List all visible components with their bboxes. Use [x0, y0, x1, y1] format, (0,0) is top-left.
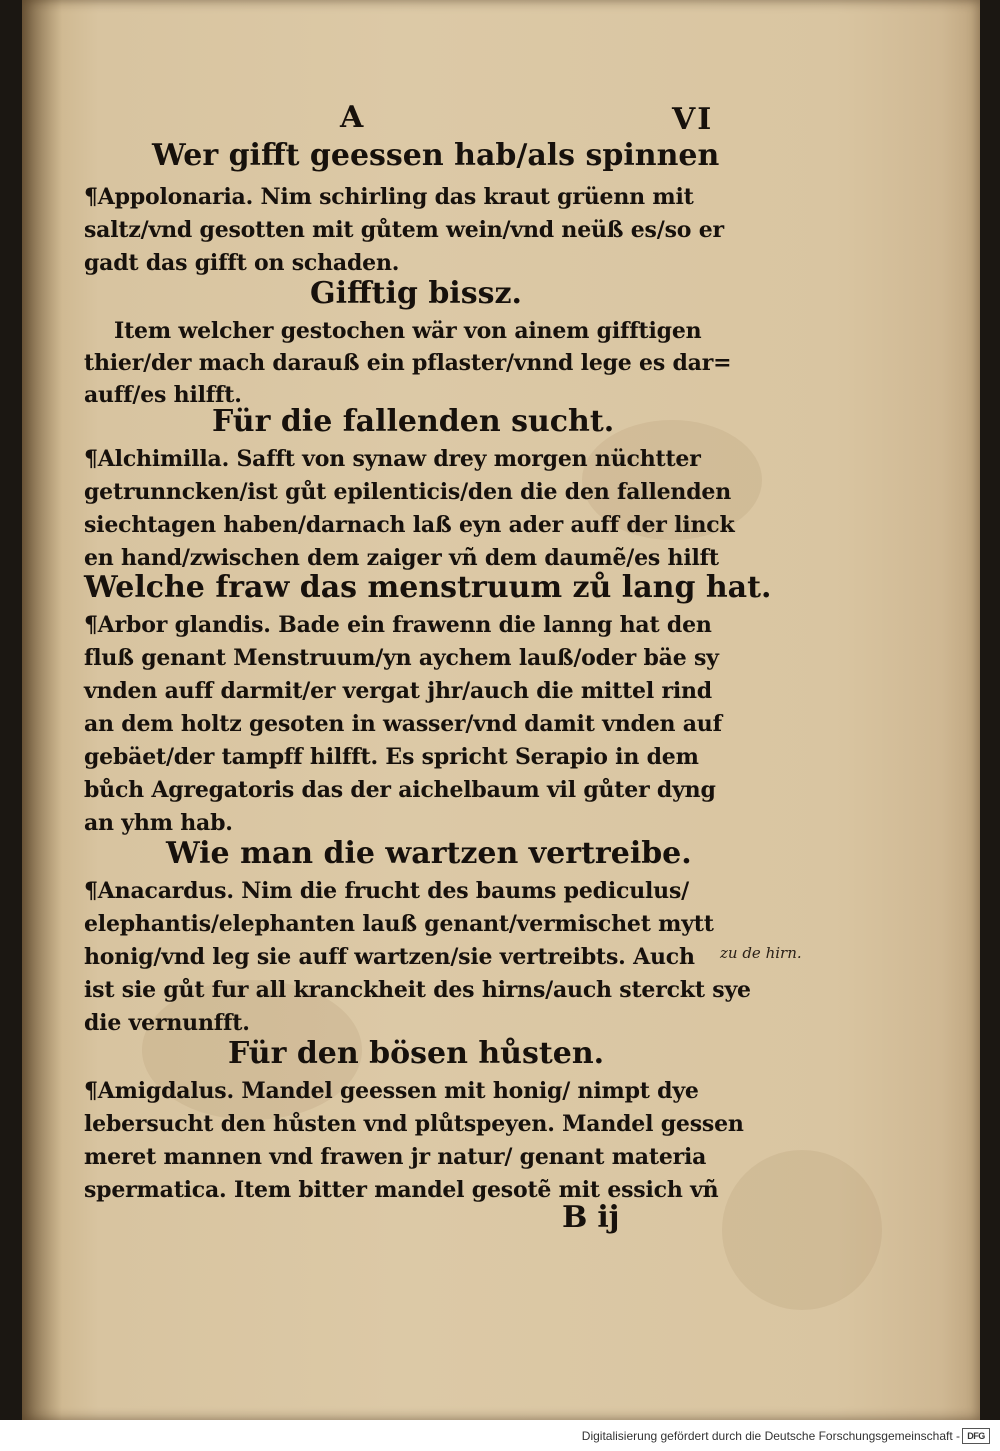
- text-line: ¶Amigdalus. Mandel geessen mit honig/ nimpt dye: [84, 1078, 699, 1104]
- text-line: an yhm hab.: [84, 810, 233, 836]
- text-line: honig/vnd leg sie auff wartzen/sie vertreibts. Auch: [84, 944, 695, 970]
- text-line: spermatica. Item bitter mandel gesotẽ mit essich vñ: [84, 1177, 719, 1203]
- text-line: ¶Alchimilla. Safft von synaw drey morgen nüchtter: [84, 446, 701, 472]
- footer-credit-text: Digitalisierung gefördert durch die Deutsche Forschungsgemeinschaft -: [581, 1429, 960, 1443]
- digitization-footer: [0, 1420, 1000, 1451]
- text-line: thier/der mach darauß ein pflaster/vnnd lege es dar=: [84, 350, 732, 376]
- text-line: gebäet/der tampff hilfft. Es spricht Serapio in dem: [84, 744, 699, 770]
- text-line: die vernunfft.: [84, 1010, 250, 1036]
- text-line: ¶Anacardus. Nim die frucht des baums pediculus/: [84, 878, 689, 904]
- text-line: ¶Appolonaria. Nim schirling das kraut grüenn mit: [84, 184, 694, 210]
- section-heading: Wie man die wartzen vertreibe.: [166, 836, 692, 871]
- folio-number: VI: [672, 102, 714, 137]
- text-line: Item welcher gestochen wär von ainem gifftigen: [114, 318, 702, 344]
- signature-mark-top: A: [340, 100, 364, 135]
- section-heading: Wer gifft geessen hab/als spinnen: [152, 138, 720, 173]
- text-line: bůch Agregatoris das der aichelbaum vil gůter dyng: [84, 777, 716, 803]
- text-line: saltz/vnd gesotten mit gůtem wein/vnd neüß es/so er: [84, 217, 724, 243]
- marginal-note: zu de hirn.: [720, 944, 802, 962]
- text-line: getrunncken/ist gůt epilenticis/den die den fallenden: [84, 479, 731, 505]
- text-line: elephantis/elephanten lauß genant/vermischet mytt: [84, 911, 714, 937]
- text-line: an dem holtz gesoten in wasser/vnd damit vnden auf: [84, 711, 722, 737]
- dfg-logo: DFG: [962, 1428, 990, 1444]
- paper-page: [22, 0, 980, 1420]
- text-line: en hand/zwischen dem zaiger vñ dem daumẽ/es hilft: [84, 545, 719, 571]
- text-line: ¶Arbor glandis. Bade ein frawenn die lanng hat den: [84, 612, 712, 638]
- section-heading: Für die fallenden sucht.: [212, 404, 615, 439]
- text-line: auff/es hilfft.: [84, 382, 242, 408]
- text-line: vnden auff darmit/er vergat jhr/auch die mittel rind: [84, 678, 712, 704]
- section-heading: Für den bösen hůsten.: [228, 1036, 605, 1071]
- paper-stain: [722, 1150, 882, 1310]
- section-heading: Gifftig bissz.: [310, 276, 522, 311]
- text-line: fluß genant Menstruum/yn aychem lauß/oder bäe sy: [84, 645, 719, 671]
- signature-mark-bottom: B ij: [562, 1200, 620, 1235]
- text-line: lebersucht den hůsten vnd plůtspeyen. Mandel gessen: [84, 1111, 744, 1137]
- text-line: siechtagen haben/darnach laß eyn ader auff der linck: [84, 512, 735, 538]
- text-line: meret mannen vnd frawen jr natur/ genant materia: [84, 1144, 707, 1170]
- text-line: gadt das gifft on schaden.: [84, 250, 400, 276]
- section-heading: Welche fraw das menstruum zů lang hat.: [84, 570, 772, 605]
- text-line: ist sie gůt fur all kranckheit des hirns/auch sterckt sye: [84, 977, 751, 1003]
- binding-gutter-shadow: [22, 0, 62, 1420]
